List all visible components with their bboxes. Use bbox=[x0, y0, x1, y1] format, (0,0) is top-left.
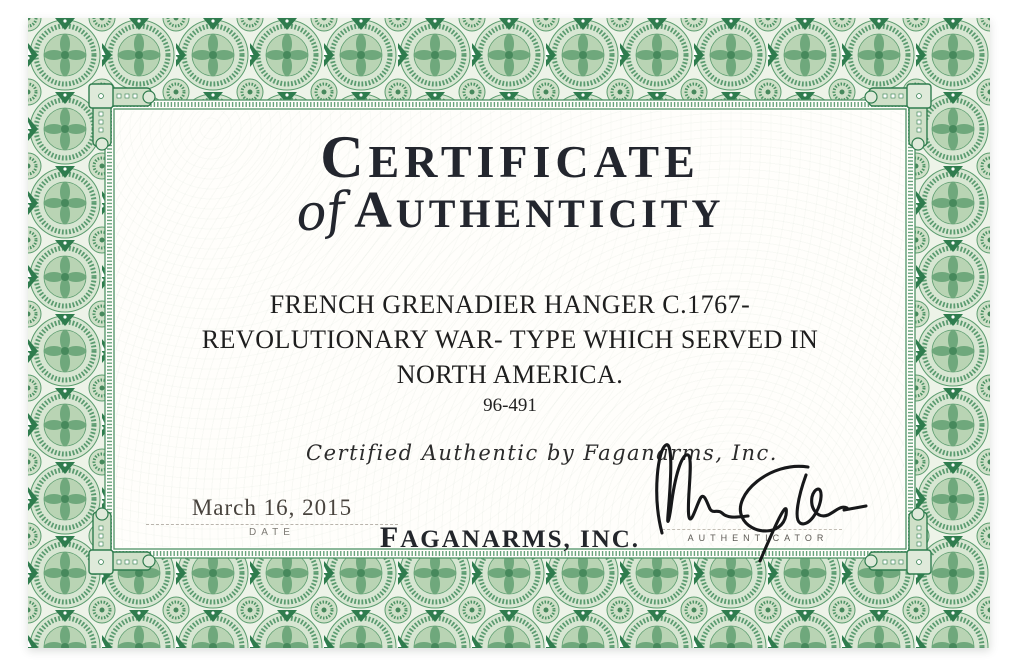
date-label: DATE bbox=[249, 527, 295, 538]
authenticator-label: AUTHENTICATOR bbox=[687, 533, 829, 543]
item-line-1: FRENCH GRENADIER HANGER C.1767- bbox=[269, 290, 751, 319]
certificate-subtitle bbox=[116, 181, 904, 243]
title-word-certificate: CERTIFICATE bbox=[320, 124, 700, 190]
title-word-of: of bbox=[293, 181, 347, 243]
item-line-2: REVOLUTIONARY WAR- TYPE WHICH SERVED IN bbox=[201, 325, 819, 354]
authenticator-block bbox=[644, 433, 880, 563]
item-serial-number: 96-491 bbox=[483, 395, 537, 416]
item-description bbox=[116, 287, 904, 392]
certificate-panel bbox=[116, 111, 904, 554]
title-word-authenticity: AUTHENTICITY bbox=[354, 182, 725, 239]
date-value: March 16, 2015 bbox=[191, 495, 353, 520]
certificate-document bbox=[28, 18, 990, 648]
company-name: FAGANARMS, INC. bbox=[379, 521, 641, 554]
certified-authentic-line: Certified Authentic by Faganarms, Inc. bbox=[306, 441, 778, 465]
item-line-3: NORTH AMERICA. bbox=[396, 360, 624, 389]
signature-icon bbox=[644, 433, 880, 573]
